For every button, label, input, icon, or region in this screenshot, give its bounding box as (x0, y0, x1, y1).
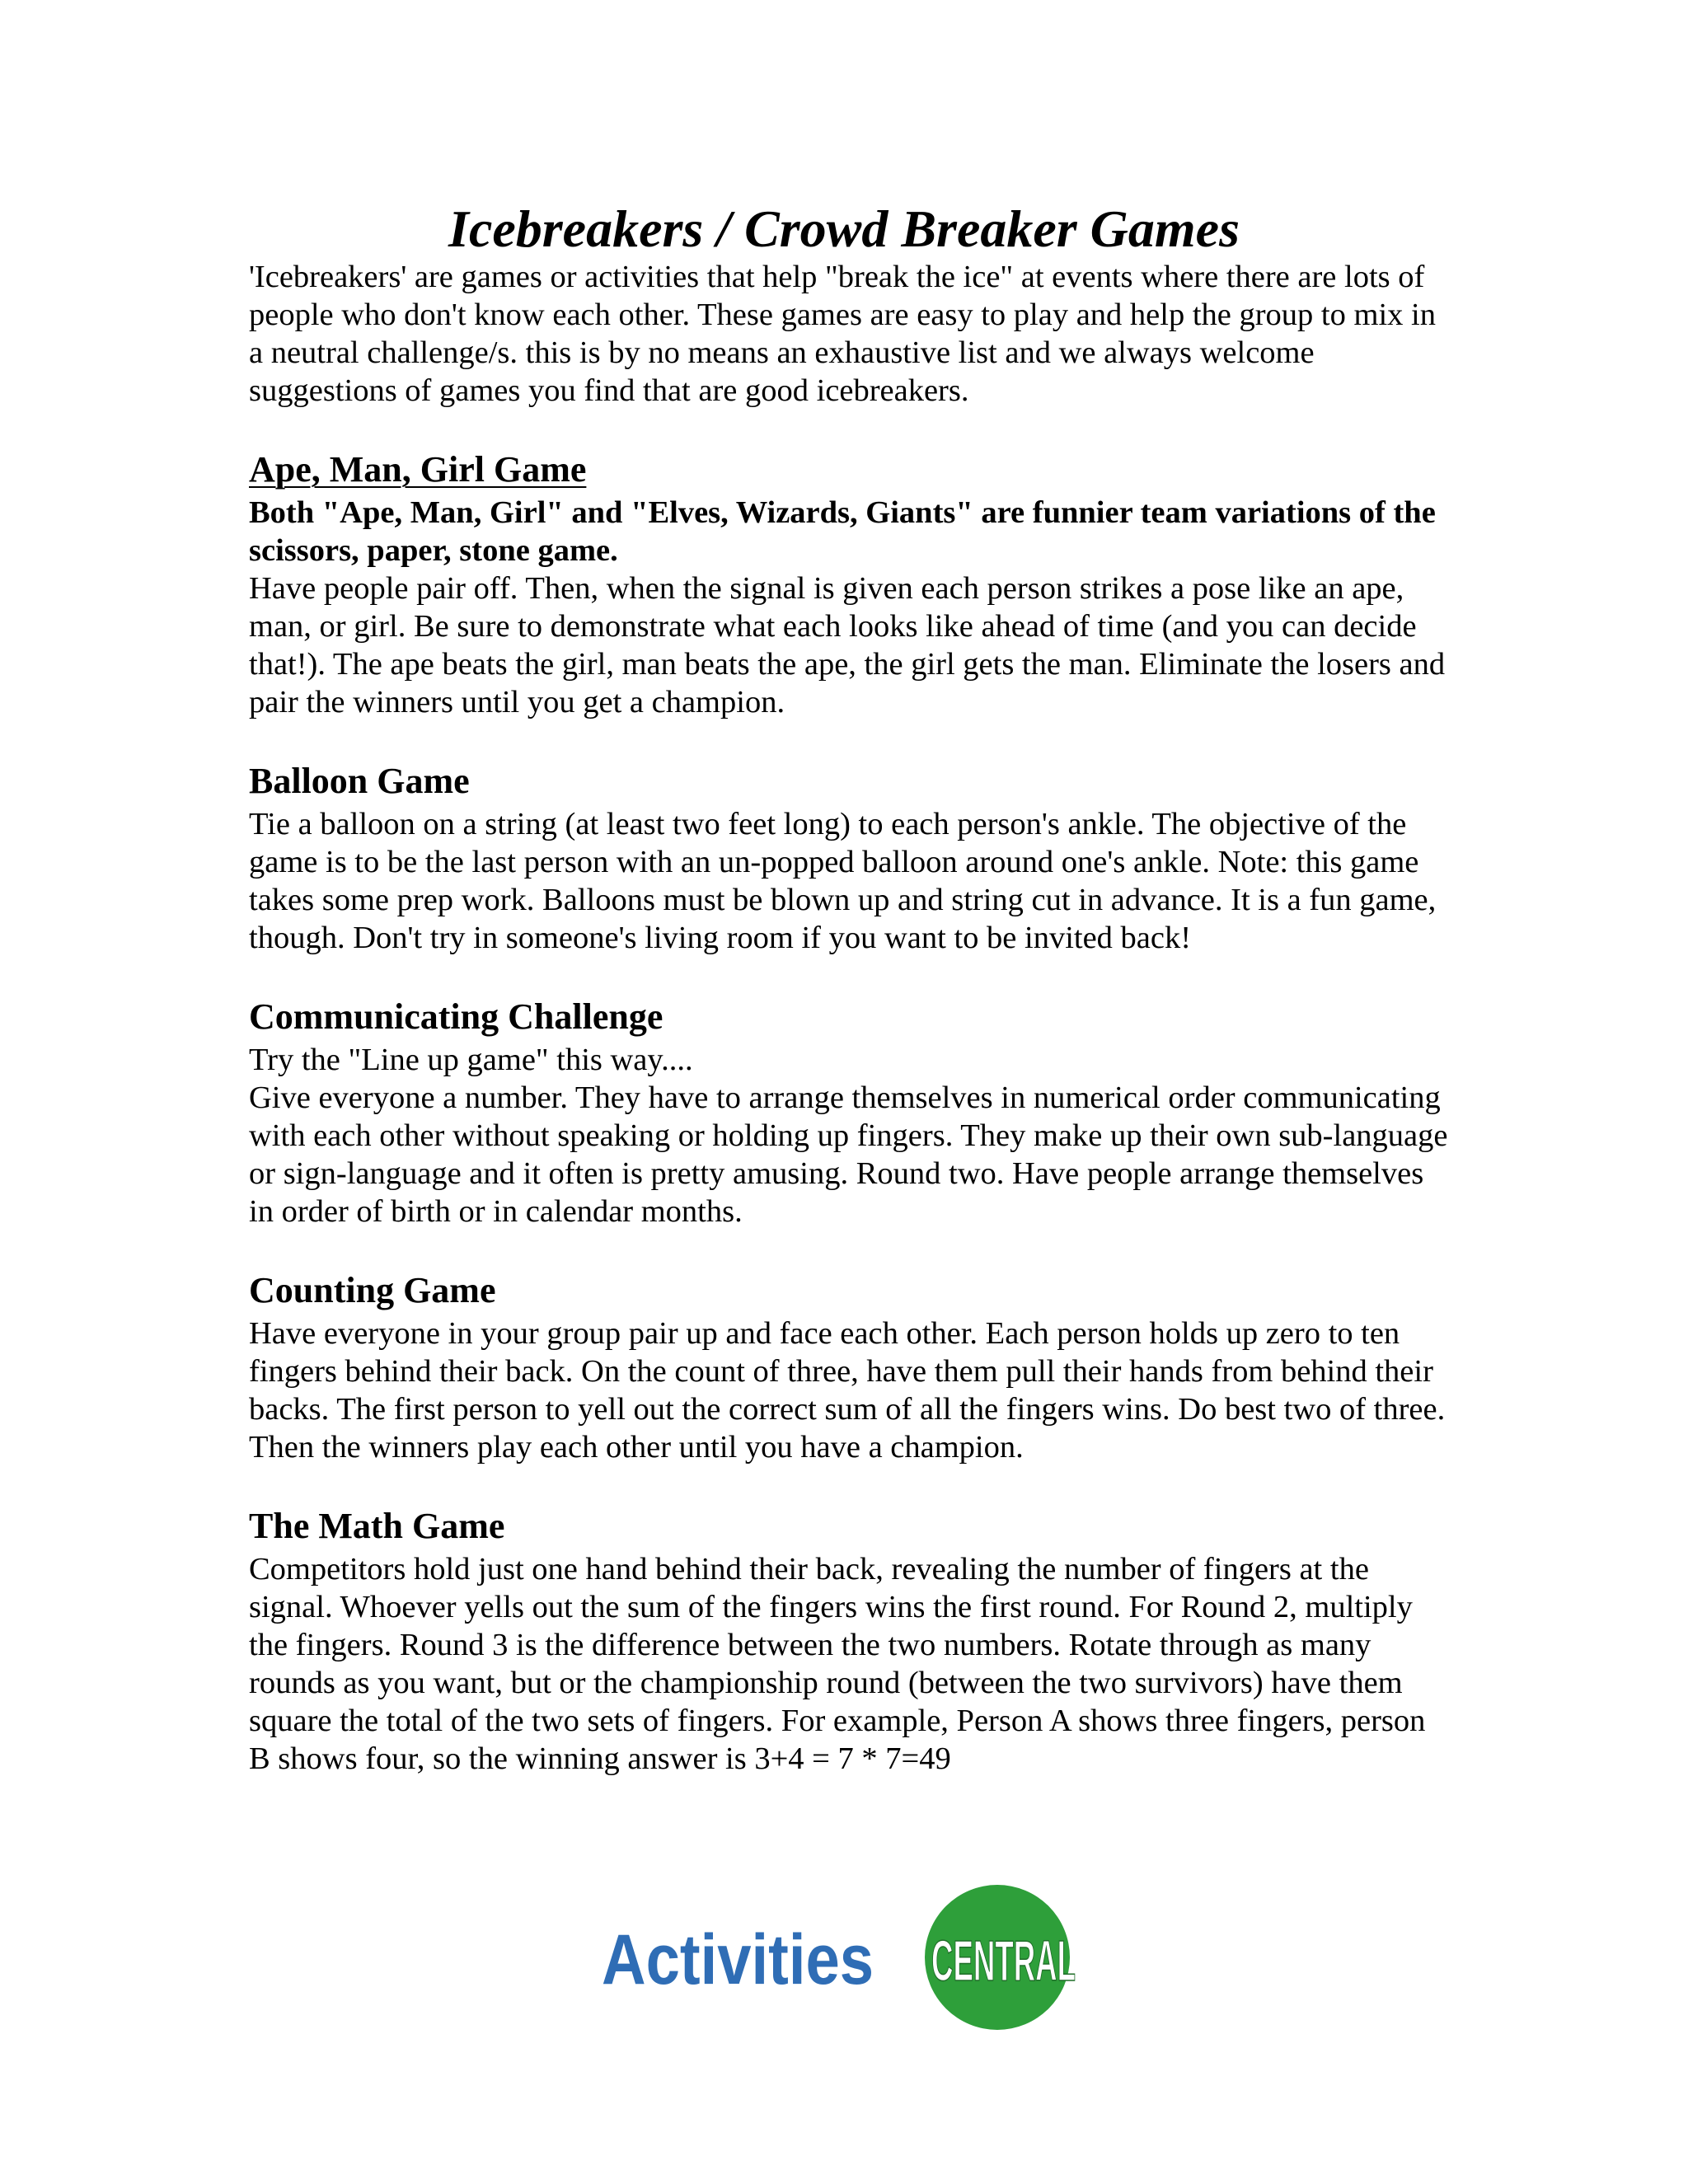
section-math-game (249, 1504, 1452, 1778)
document-body (249, 258, 1452, 1778)
section-heading: The Math Game (249, 1506, 505, 1546)
section-heading: Communicating Challenge (249, 996, 663, 1037)
intro-paragraph: 'Icebreakers' are games or activities that help "break the ice" at events where there are lots of people who don't know each other. These games are easy to play and help the group to mix in a neutral challenge/s. this is by no means an exhaustive list and we always welcome suggestions of games you find that are good icebreakers. (249, 260, 1436, 408)
logo-word-central: CENTRAL (931, 1929, 1076, 1993)
logo-word-activities: Activities (602, 1920, 874, 1999)
section-ape-man-girl (249, 448, 1452, 721)
section-heading: Ape, Man, Girl Game (249, 449, 587, 490)
section-bold-summary: Both "Ape, Man, Girl" and "Elves, Wizards, Giants" are funnier team variations of the scissors, paper, stone game. (249, 495, 1436, 568)
section-intro-line: Try the "Line up game" this way.... (249, 1043, 693, 1077)
section-communicating-challenge (249, 995, 1452, 1230)
activities-central-logo (602, 1883, 1096, 2032)
section-heading: Counting Game (249, 1270, 496, 1310)
page-title: Icebreakers / Crowd Breaker Games (448, 199, 1240, 258)
section-balloon-game (249, 759, 1452, 957)
section-heading: Balloon Game (249, 761, 470, 801)
section-body: Have people pair off. Then, when the signal is given each person strikes a pose like an ape, man, or girl. Be sure to demonstrate what each looks like ahead of time (and you can decide that!). The ape beats the girl, man beats the ape, the girl gets the man. Eliminate the losers and pair the winners until you get a champion. (249, 571, 1446, 719)
section-body: Have everyone in your group pair up and face each other. Each person holds up zero to ten fingers behind their back. On the count of three, have them pull their hands from behind their backs. The first person to yell out the correct sum of all the fingers wins. Do best two of three. Then the winners play each other until you have a champion. (249, 1316, 1446, 1465)
section-body: Give everyone a number. They have to arrange themselves in numerical order communicating with each other without speaking or holding up fingers. They make up their own sub-language or sign-language and it often is pretty amusing. Round two. Have people arrange themselves in order of birth or in calendar months. (249, 1080, 1448, 1229)
section-counting-game (249, 1268, 1452, 1466)
section-body: Tie a balloon on a string (at least two feet long) to each person's ankle. The objective of the game is to be the last person with an un-popped balloon around one's ankle. Note: this game takes some prep work. Balloons must be blown up and string cut in advance. It is a fun game, though. Don't try in someone's living room if you want to be invited back! (249, 807, 1437, 955)
section-body: Competitors hold just one hand behind their back, revealing the number of fingers at the signal. Whoever yells out the sum of the fingers wins the first round. For Round 2, multiply the fingers. Round 3 is the difference between the two numbers. Rotate through as many rounds as you want, but or the championship round (between the two survivors) have them square the total of the two sets of fingers. For example, Person A shows three fingers, person B shows four, so the winning answer is 3+4 = 7 * 7=49 (249, 1552, 1426, 1776)
